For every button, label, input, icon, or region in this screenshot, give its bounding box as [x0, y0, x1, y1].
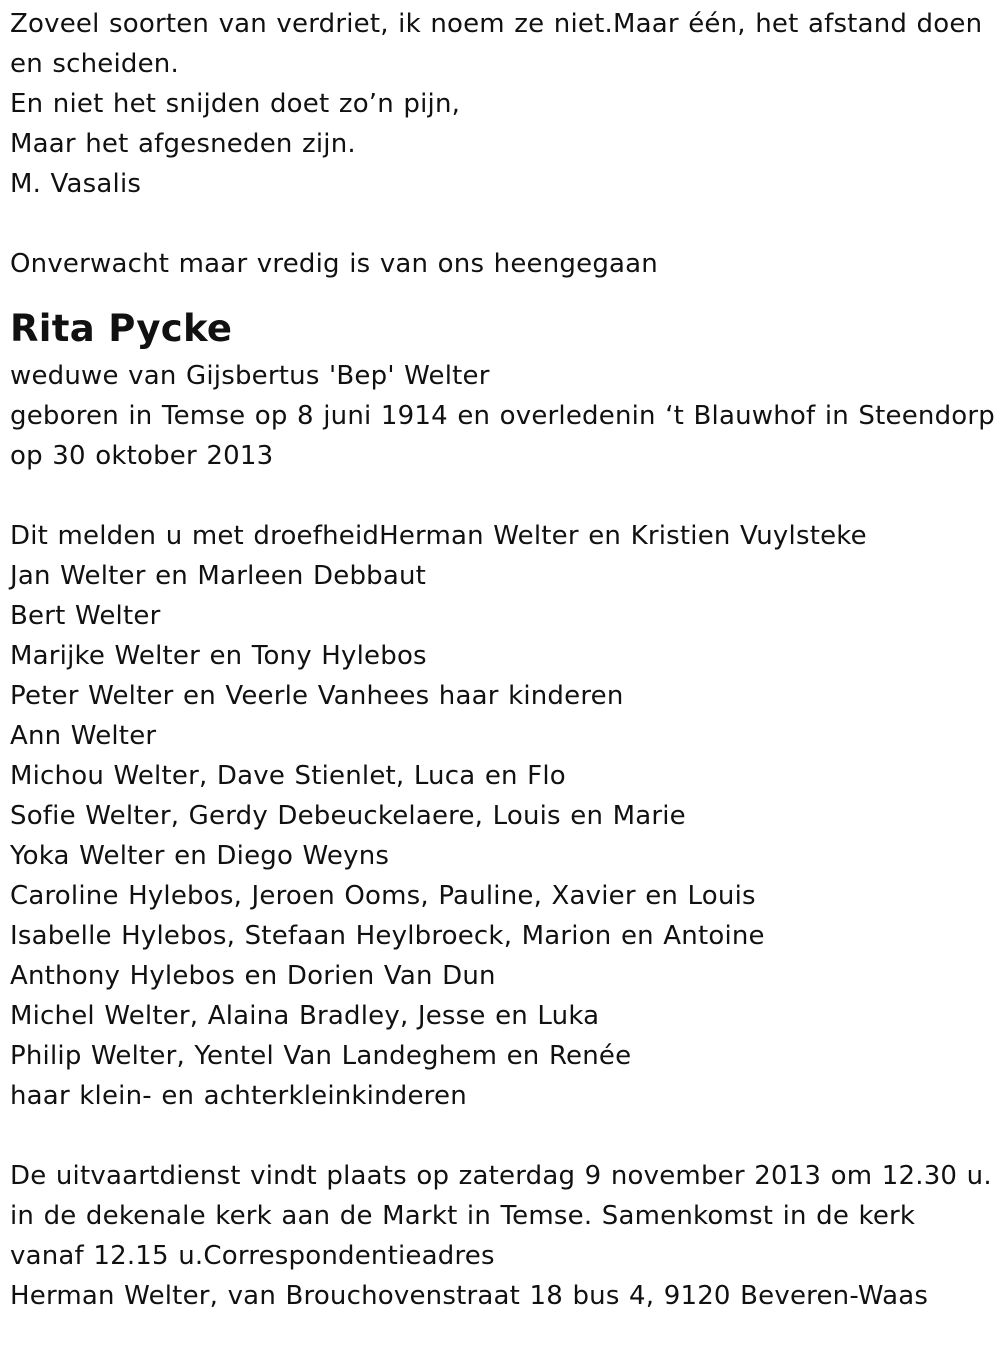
- family-line: Michel Welter, Alaina Bradley, Jesse en Luka: [10, 1001, 600, 1031]
- spacer: [10, 476, 995, 516]
- family-list: [10, 516, 995, 1116]
- obituary-notice: [10, 4, 995, 1316]
- family-line: Sofie Welter, Gerdy Debeuckelaere, Louis en Marie: [10, 801, 686, 831]
- spouse-line: weduwe van Gijsbertus 'Bep' Welter: [10, 361, 490, 391]
- family-line: Yoka Welter en Diego Weyns: [10, 841, 390, 871]
- birth-death-line: geboren in Temse op 8 juni 1914 en overledenin ‘t Blauwhof in Steendorp op 30 oktober 2013: [10, 401, 996, 471]
- spacer: [10, 204, 995, 244]
- family-line: Peter Welter en Veerle Vanhees haar kinderen: [10, 681, 624, 711]
- poem-author: M. Vasalis: [10, 169, 142, 199]
- poem-line-2: En niet het snijden doet zo’n pijn,: [10, 89, 461, 119]
- family-line: Philip Welter, Yentel Van Landeghem en Renée: [10, 1041, 632, 1071]
- family-line: Dit melden u met droefheidHerman Welter en Kristien Vuylsteke: [10, 521, 867, 551]
- family-line: Caroline Hylebos, Jeroen Ooms, Pauline, Xavier en Louis: [10, 881, 756, 911]
- family-line: Anthony Hylebos en Dorien Van Dun: [10, 961, 496, 991]
- funeral-service-text: De uitvaartdienst vindt plaats op zaterdag 9 november 2013 om 12.30 u. in de dekenale kerk aan de Markt in Temse. Samenkomst in de kerk vanaf 12.15 u.Correspondentieadres: [10, 1161, 992, 1271]
- family-line: haar klein- en achterkleinkinderen: [10, 1081, 467, 1111]
- poem-block: [10, 4, 995, 204]
- spacer: [10, 1116, 995, 1156]
- poem-line-1: Zoveel soorten van verdriet, ik noem ze niet.Maar één, het afstand doen en scheiden.: [10, 9, 983, 79]
- family-line: Marijke Welter en Tony Hylebos: [10, 641, 427, 671]
- family-line: Ann Welter: [10, 721, 157, 751]
- family-line: Michou Welter, Dave Stienlet, Luca en Flo: [10, 761, 566, 791]
- poem-line-3: Maar het afgesneden zijn.: [10, 129, 356, 159]
- family-line: Bert Welter: [10, 601, 161, 631]
- deceased-name: Rita Pycke: [10, 307, 233, 350]
- intro-text: Onverwacht maar vredig is van ons heengegaan: [10, 249, 658, 279]
- family-line: Jan Welter en Marleen Debbaut: [10, 561, 427, 591]
- correspondence-address: Herman Welter, van Brouchovenstraat 18 bus 4, 9120 Beveren-Waas: [10, 1281, 929, 1311]
- family-line: Isabelle Hylebos, Stefaan Heylbroeck, Marion en Antoine: [10, 921, 765, 951]
